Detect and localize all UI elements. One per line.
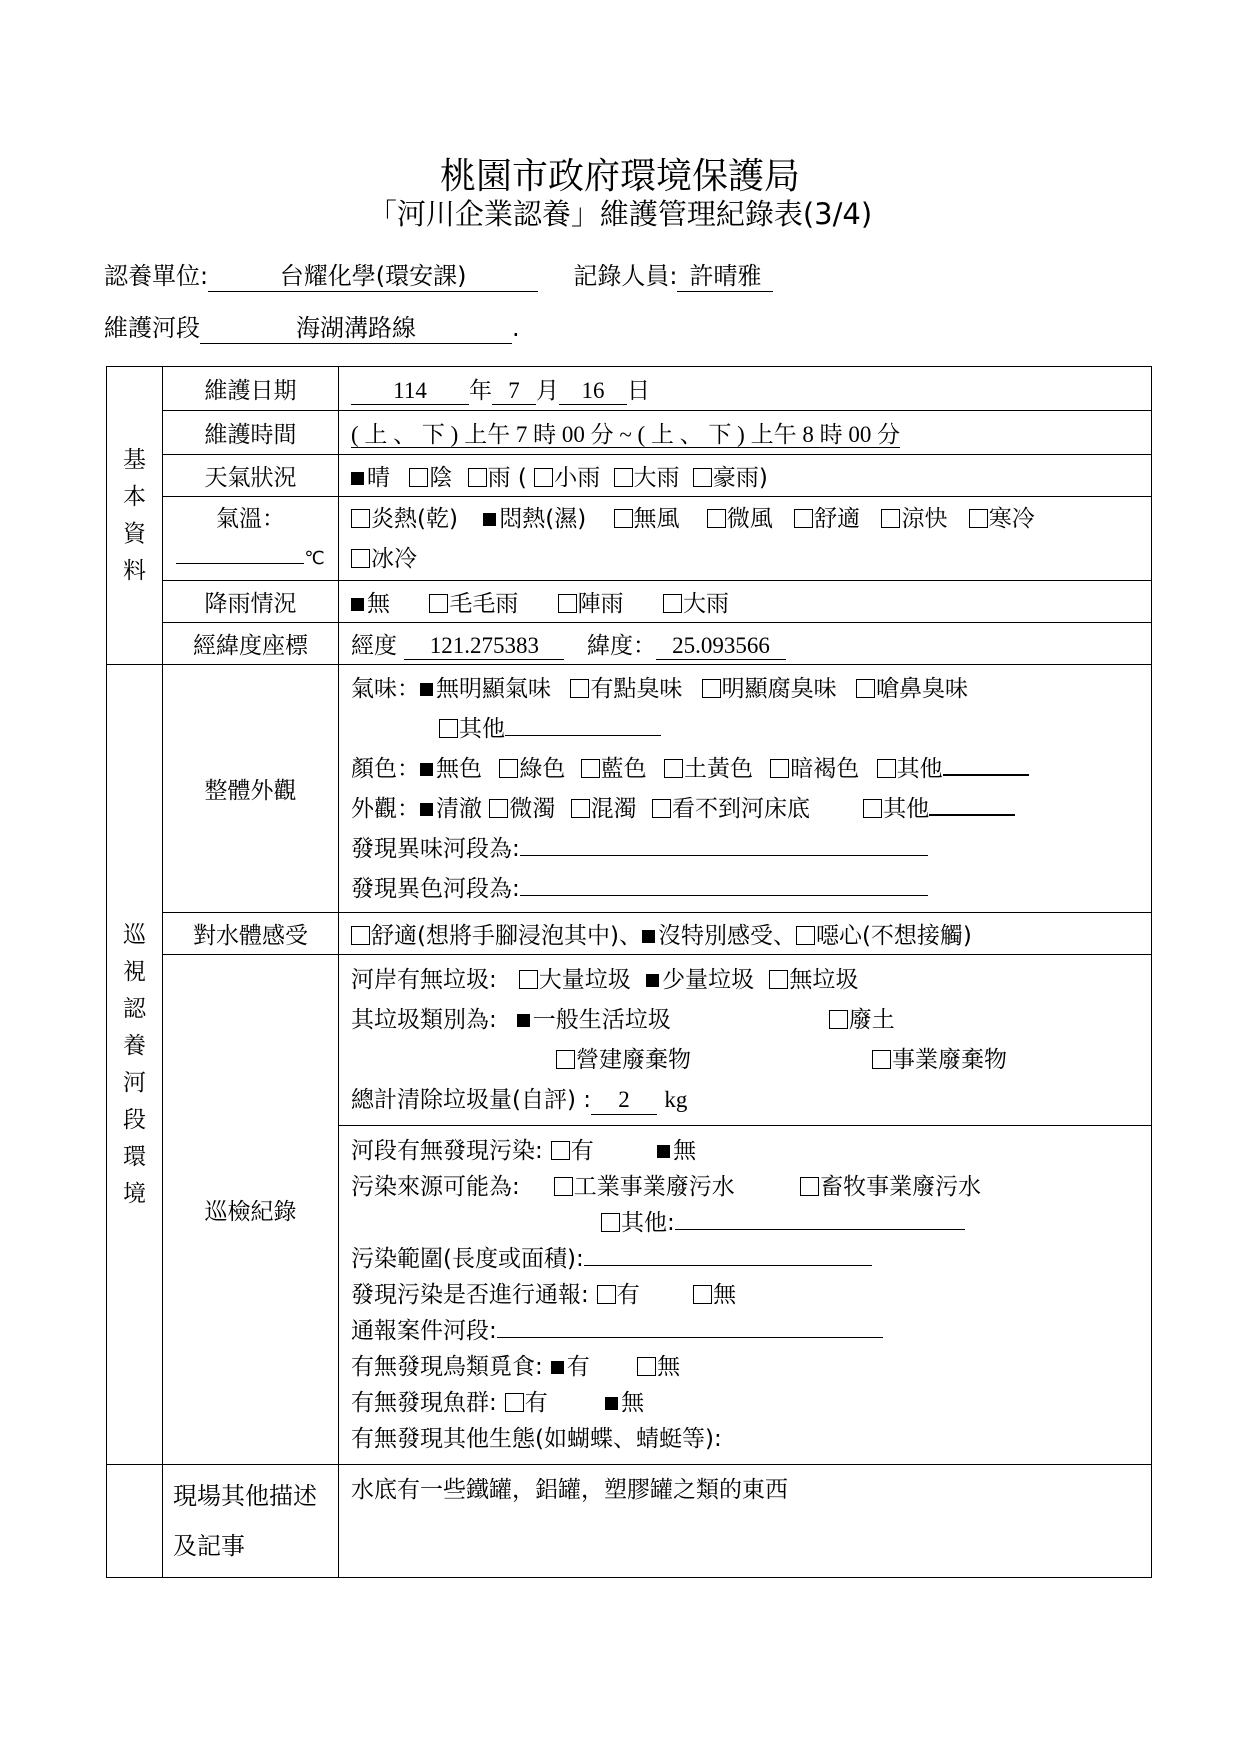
checkbox[interactable] (770, 759, 789, 778)
checkbox[interactable] (877, 759, 896, 778)
checkbox[interactable] (489, 799, 508, 818)
checkbox[interactable] (800, 1177, 819, 1196)
time-text[interactable]: ( 上 、 下 ) 上午 7 時 00 分 ~ ( 上 、 下 ) 上午 8 時 00 分 (351, 422, 901, 447)
label-coords: 經緯度座標 (163, 623, 339, 665)
color-other-field[interactable] (943, 750, 1029, 776)
checkbox-checked[interactable] (642, 930, 655, 943)
checkbox-checked[interactable] (657, 1145, 670, 1158)
section-patrol-end (107, 1465, 163, 1578)
checkbox[interactable] (601, 1213, 620, 1232)
label-feeling: 對水體感受 (163, 913, 339, 955)
temp-field[interactable] (176, 539, 304, 564)
recorder-label: 記錄人員: (573, 262, 678, 290)
checkbox[interactable] (554, 1177, 573, 1196)
row-coords (107, 623, 1152, 665)
row-notes (107, 1465, 1152, 1578)
checkbox[interactable] (551, 1141, 570, 1160)
checkbox-checked[interactable] (646, 974, 659, 987)
range-field[interactable] (584, 1241, 872, 1266)
odor-section-field[interactable] (520, 831, 928, 856)
temp-options: 炎熱(乾) 悶熱(濕) 無風 微風 舒適 涼快 寒冷 冰冷 (339, 497, 1152, 581)
pollution-block: 河段有無發現污染: 有 無 污染來源可能為: 工業事業廢污水 畜牧事業廢污水 其他: 污染範圍(長度或面積): 發現污染是否進行通報: 有 無 通報案件河段: 有無發現鳥類覓食: 有 無 有無發現魚群: 有 無 有無發現其他生態(如蝴蝶、蜻蜓等): (339, 1126, 1152, 1465)
river-field[interactable]: 海湖溝路線 (200, 314, 512, 344)
header-row-1 (104, 256, 773, 292)
feeling-options: 舒適(想將手腳浸泡其中)、 沒特別感受、 噁心(不想接觸) (339, 913, 1152, 955)
checkbox[interactable] (558, 594, 577, 613)
checkbox[interactable] (570, 679, 589, 698)
checkbox[interactable] (693, 1285, 712, 1304)
year-field[interactable]: 114 (351, 377, 469, 406)
river-end: . (512, 314, 520, 342)
checkbox[interactable] (556, 1050, 575, 1069)
checkbox[interactable] (614, 468, 633, 487)
record-form (106, 366, 1152, 1578)
checkbox[interactable] (351, 926, 370, 945)
checkbox-checked[interactable] (551, 1361, 564, 1374)
row-weather (107, 455, 1152, 497)
row-temp (107, 497, 1152, 581)
page-title: 桃園市政府環境保護局 (439, 156, 800, 197)
checkbox[interactable] (571, 799, 590, 818)
checkbox-checked[interactable] (483, 513, 496, 526)
section-patrol: 巡視認養河段環境 (107, 665, 163, 1465)
longitude-field[interactable]: 121.275383 (404, 632, 564, 661)
unit-field[interactable]: 台耀化學(環安課) (208, 262, 538, 292)
header-row-2 (104, 308, 520, 344)
checkbox-checked[interactable] (351, 598, 364, 611)
latitude-field[interactable]: 25.093566 (656, 632, 786, 661)
color-section-field[interactable] (520, 871, 928, 896)
date-field: 114 年 7 月 16 日 (339, 367, 1152, 411)
checkbox[interactable] (505, 1393, 524, 1412)
label-date: 維護日期 (163, 367, 339, 411)
checkbox[interactable] (969, 509, 988, 528)
checkbox[interactable] (796, 926, 815, 945)
checkbox[interactable] (769, 970, 788, 989)
checkbox[interactable] (872, 1050, 891, 1069)
row-date (107, 367, 1152, 411)
checkbox[interactable] (881, 509, 900, 528)
checkbox[interactable] (664, 759, 683, 778)
checkbox[interactable] (707, 509, 726, 528)
checkbox[interactable] (499, 759, 518, 778)
checkbox[interactable] (652, 799, 671, 818)
checkbox[interactable] (351, 549, 370, 568)
label-appearance: 整體外觀 (163, 665, 339, 913)
weather-options: 晴 陰 雨 ( 小雨 大雨 豪雨) (339, 455, 1152, 497)
checkbox-checked[interactable] (517, 1014, 530, 1027)
river-label: 維護河段 (104, 314, 200, 342)
checkbox-checked[interactable] (605, 1397, 618, 1410)
checkbox[interactable] (614, 509, 633, 528)
checkbox-checked[interactable] (351, 472, 364, 485)
checkbox[interactable] (597, 1285, 616, 1304)
checkbox-checked[interactable] (420, 803, 433, 816)
checkbox[interactable] (409, 468, 428, 487)
checkbox[interactable] (429, 594, 448, 613)
coords-field: 經度 121.275383 緯度： 25.093566 (339, 623, 1152, 665)
checkbox[interactable] (693, 468, 712, 487)
day-field[interactable]: 16 (559, 377, 627, 406)
row-feeling (107, 913, 1152, 955)
unit-label: 認養單位: (104, 262, 209, 290)
notes-field[interactable]: 水底有一些鐵罐，鋁罐，塑膠罐之類的東西 (339, 1465, 1152, 1578)
look-other-field[interactable] (929, 790, 1015, 816)
source-other-field[interactable] (675, 1205, 965, 1230)
label-weather: 天氣狀況 (163, 455, 339, 497)
row-patrol-record (107, 955, 1152, 1126)
appearance-options: 氣味： 無明顯氣味 有點臭味 明顯腐臭味 嗆鼻臭味 其他 顏色： 無色 綠色 藍色 土黃色 暗褐色 其他 外觀： 清澈 微濁 混濁 看不到河床底 其他 發現異味河段為: 發現異色河段為: (339, 665, 1152, 913)
checkbox[interactable] (863, 799, 882, 818)
checkbox[interactable] (856, 679, 875, 698)
rain-options: 無 毛毛雨 陣雨 大雨 (339, 581, 1152, 623)
label-patrol-record: 巡檢紀錄 (163, 955, 339, 1465)
recorder-field[interactable]: 許晴雅 (677, 262, 773, 292)
row-time (107, 411, 1152, 455)
checkbox[interactable] (351, 509, 370, 528)
smell-other-field[interactable] (505, 711, 661, 736)
checkbox[interactable] (439, 719, 458, 738)
checkbox[interactable] (663, 594, 682, 613)
label-rain: 降雨情況 (163, 581, 339, 623)
row-appearance (107, 665, 1152, 913)
checkbox[interactable] (637, 1357, 656, 1376)
label-time: 維護時間 (163, 411, 339, 455)
section-basic: 基本資料 (107, 367, 163, 665)
checkbox-checked[interactable] (420, 683, 433, 696)
time-field (339, 411, 1152, 455)
checkbox[interactable] (829, 1010, 848, 1029)
form-subtitle: 「河川企業認養」維護管理紀錄表(3/4) (367, 197, 873, 231)
label-other: 現場其他描述及記事 (163, 1465, 339, 1578)
month-field[interactable]: 7 (492, 377, 536, 406)
label-temp: 氣溫： ℃ (163, 497, 339, 581)
checkbox[interactable] (702, 679, 721, 698)
trash-block: 河岸有無垃圾: 大量垃圾 少量垃圾 無垃圾 其垃圾類別為: 一般生活垃圾 廢土 營建廢棄物 事業廢棄物 總計清除垃圾量(自評) : 2 kg (339, 955, 1152, 1126)
checkbox[interactable] (534, 468, 553, 487)
checkbox[interactable] (468, 468, 487, 487)
checkbox[interactable] (794, 509, 813, 528)
case-section-field[interactable] (497, 1313, 883, 1338)
checkbox-checked[interactable] (420, 763, 433, 776)
row-rain (107, 581, 1152, 623)
checkbox[interactable] (581, 759, 600, 778)
checkbox[interactable] (519, 970, 538, 989)
trash-total-field[interactable]: 2 (591, 1086, 657, 1115)
